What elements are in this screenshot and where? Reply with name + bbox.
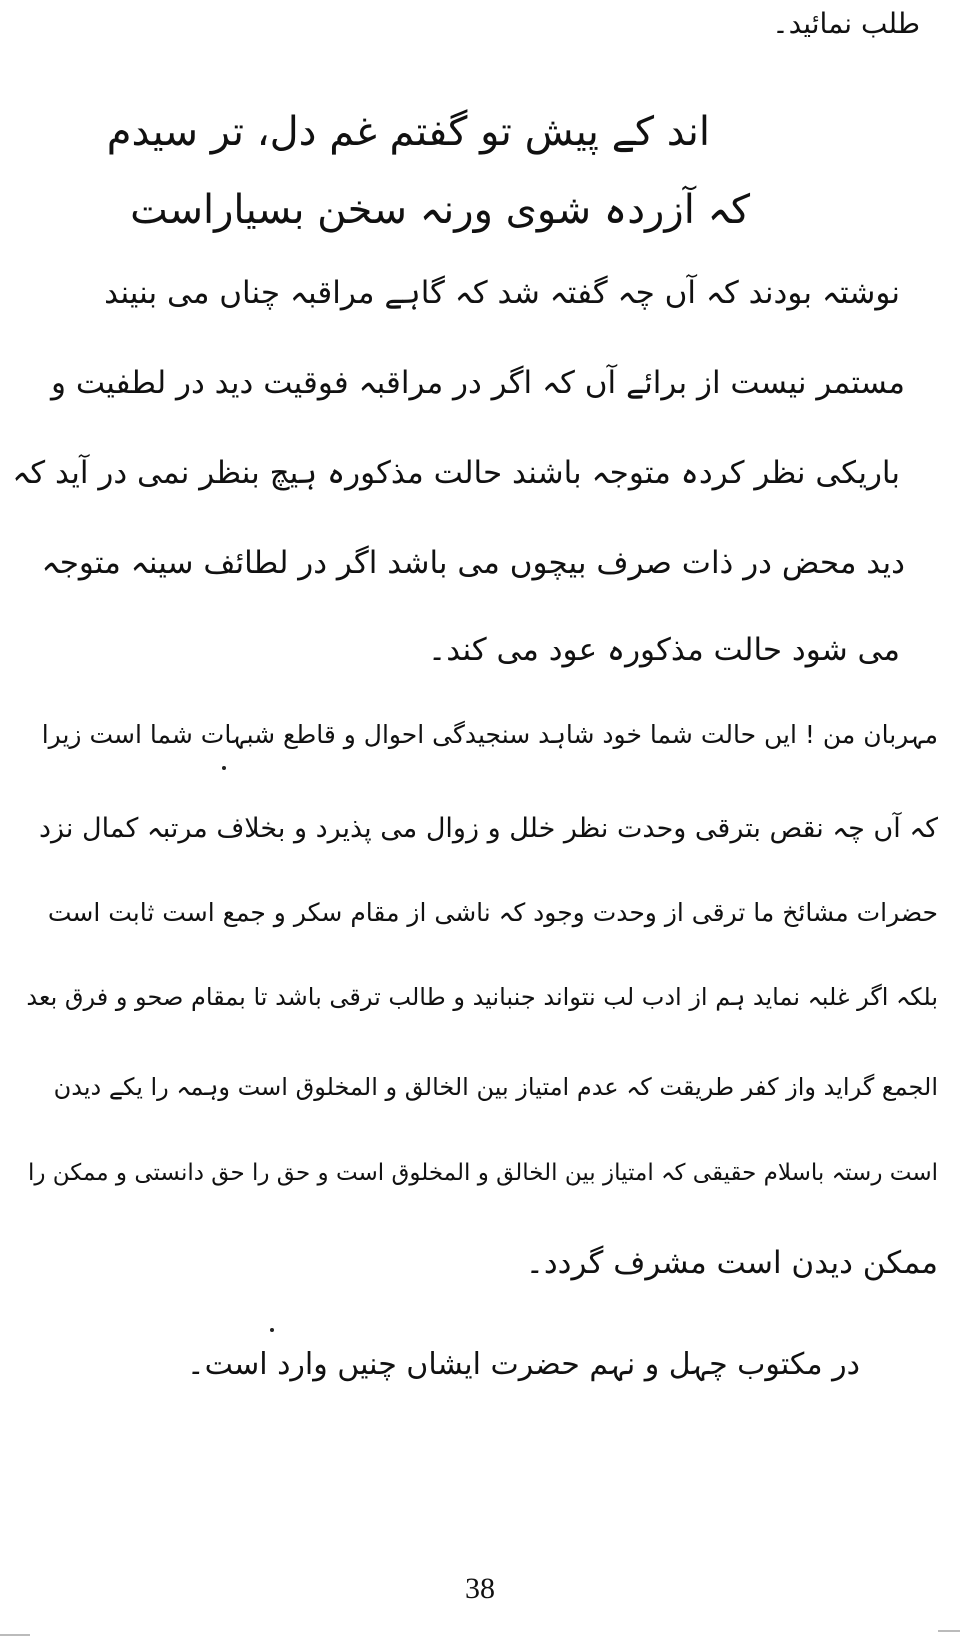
scan-edge-mark-right: [938, 1630, 960, 1632]
paragraph-indented-line-2: مستمر نیست از برائے آں کہ اگر در مراقبہ فوقیت دید در لطفیت و: [51, 365, 905, 401]
paragraph-main-line-7: ممکن دیدن است مشرف گردد۔: [525, 1245, 938, 1281]
ink-speck: [270, 1328, 274, 1332]
top-note: طلب نمائید۔: [772, 7, 920, 40]
paragraph-main-line-6: است رستہ باسلام حقیقی کہ امتیاز بین الخالق و المخلوق است و حق را حق دانستی و ممکن را: [27, 1160, 938, 1186]
paragraph-main-line-3: حضرات مشائخ ما ترقی از وحدت وجود کہ ناشی از مقام سکر و جمع است ثابت است: [47, 898, 938, 927]
page-number: 38: [465, 1572, 495, 1605]
paragraph-indented-line-5: می شود حالت مذکورہ عود می کند۔: [428, 632, 900, 668]
paragraph-indented-line-1: نوشتہ بودند کہ آں چہ گفتہ شد کہ گاہے مراقبہ چناں می بنیند: [104, 275, 900, 311]
scan-edge-mark-left: [0, 1634, 30, 1636]
closing-line: در مکتوب چہل و نہم حضرت ایشاں چنیں وارد است۔: [187, 1347, 860, 1382]
verse-line-1: اند کے پیش تو گفتم غم دل، تر سیدم: [106, 109, 710, 155]
paragraph-indented-line-4: دید محض در ذات صرف بیچوں می باشد اگر در لطائف سینہ متوجہ: [41, 545, 905, 581]
ink-speck: [222, 766, 226, 770]
paragraph-indented-line-3: باریکی نظر کردہ متوجہ باشند حالت مذکورہ ہیچ بنظر نمی در آید کہ: [12, 455, 900, 491]
paragraph-main-line-5: الجمع گراید واز کفر طریقت کہ عدم امتیاز بین الخالق و المخلوق است وہمہ را یکے دیدن: [53, 1073, 938, 1101]
paragraph-main-line-2: کہ آں چہ نقص بترقی وحدت نظر خلل و زوال می پذیرد و بخلاف مرتبہ کمال نزد: [38, 813, 938, 844]
verse-line-2: کہ آزردہ شوی ورنہ سخن بسیاراست: [130, 187, 750, 233]
paragraph-main-line-4: بلکہ اگر غلبہ نماید ہم از ادب لب نتواند جنبانید و طالب ترقی باشد تا بمقام صحو و فرق بعد: [26, 983, 938, 1011]
paragraph-main-line-1: مہربان من ! ایں حالت شما خود شاہد سنجیدگی احوال و قاطع شبہات شما است زیرا: [41, 720, 938, 749]
